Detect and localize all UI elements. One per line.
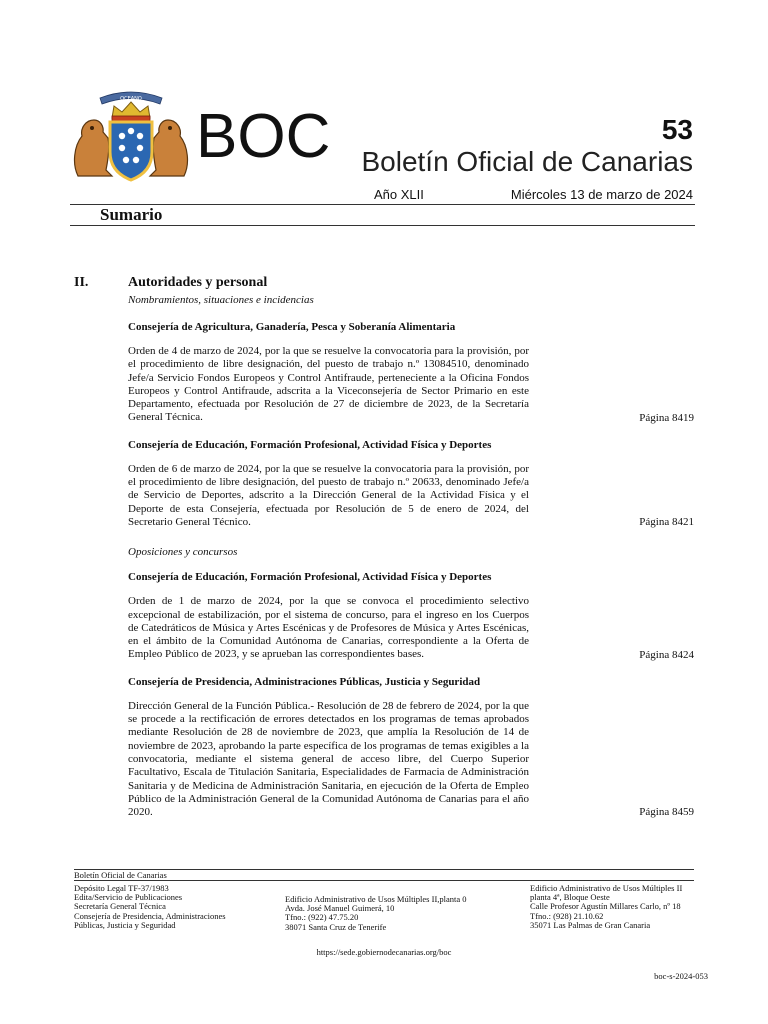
list-item[interactable] xyxy=(128,700,694,820)
footer-line: Avda. José Manuel Guimerá, 10 xyxy=(285,903,395,914)
header-divider-top xyxy=(70,204,695,205)
footer-divider-top xyxy=(74,869,694,870)
footer-line: Secretaría General Técnica xyxy=(74,901,166,912)
footer-line: 35071 Las Palmas de Gran Canaria xyxy=(530,919,651,930)
page-reference[interactable]: Página 8421 xyxy=(639,516,694,529)
footer-tenerife-address xyxy=(285,895,467,932)
coat-of-arms-icon xyxy=(70,84,192,184)
list-item[interactable] xyxy=(128,463,694,529)
issue-number: 53 xyxy=(661,114,693,145)
footer-line: Públicas, Justicia y Seguridad xyxy=(74,919,176,930)
date-label: Miércoles 13 de marzo de 2024 xyxy=(510,187,693,202)
entry-text: Orden de 4 de marzo de 2024, por la que se resuelve la convocatoria para la provisión, por el procedimiento de libre designación, del puesto de trabajo n.º 13084510, denominado Jefe/a Servicio Fondos Europeos y Control Antifraude, perteneciente a la Oficina Fondos Europeos y Control Antifraude, adscrita a la Viceconsejería de Sector Primario en este Departamento, efectuada por Resolución de 27 de diciembre de 2023, de la Secretaría General Técnica. xyxy=(128,345,529,424)
entry-text: Dirección General de la Función Pública.- Resolución de 28 de febrero de 2024, por la que se procede a la rectificación de errores detectados en los programas de temas aprobados mediante Resolución de 28 de noviembre de 2023, que amplía la Resolución de 14 de noviembre de 2023, aprobando la parte específica de los programas de temas exigibles a la convocatoria, mediante el sistema general de acceso libre, del Cuerpo Superior Facultativo, Escala de Titulación Sanitaria, Especialidades de Farmacia de Administración Sanitaria y de Medicina de Administración Sanitaria, en ejecución de la Oferta de Empleo Público de la Administración General de la Comunidad Autónoma de Canarias para el año 2020. xyxy=(128,699,529,819)
list-item[interactable] xyxy=(128,595,694,661)
page-reference[interactable]: Página 8419 xyxy=(639,411,694,424)
footer-line: 38071 Santa Cruz de Tenerife xyxy=(285,921,387,932)
summary-title: Sumario xyxy=(100,205,163,224)
page-reference[interactable]: Página 8459 xyxy=(639,806,694,819)
section-title: Autoridades y personal xyxy=(128,275,268,290)
footer-line: Tfno.: (928) 21.10.62 xyxy=(530,910,604,921)
document-code: boc-s-2024-053 xyxy=(654,971,708,981)
year-label: Año XLII xyxy=(374,187,424,202)
page-reference[interactable]: Página 8424 xyxy=(639,648,694,661)
boc-logo-text: BOC xyxy=(196,102,331,171)
footer-gran-canaria-address xyxy=(530,884,682,930)
list-item[interactable] xyxy=(128,345,694,425)
entry-text: Orden de 1 de marzo de 2024, por la que se convoca el procedimiento selectivo excepcional de estabilización, por el sistema de concurso, para el ingreso en los Cuerpos de Catedráticos de Música y Artes Escénicas y de Profesores de Música y Artes Escénicas, en el ámbito de la Comunidad Autónoma de Canarias, correspondiente a la Oferta de Empleo Público de 2023, y se aprueban las correspondientes bases. xyxy=(128,595,529,661)
section-number: II. xyxy=(74,275,89,290)
header-divider-bottom xyxy=(70,225,695,226)
footer-line: planta 4ª, Bloque Oeste xyxy=(530,892,610,903)
page-header xyxy=(70,80,695,230)
bulletin-title: Boletín Oficial de Canarias xyxy=(361,146,693,177)
department-heading: Consejería de Educación, Formación Profesional, Actividad Física y Deportes xyxy=(128,438,492,451)
footer-line: Edificio Administrativo de Usos Múltiples II,planta 0 xyxy=(285,894,467,904)
svg-text:OCEANO: OCEANO xyxy=(120,96,142,102)
site-url-link[interactable]: https://sede.gobiernodecanarias.org/boc xyxy=(316,947,452,957)
summary-content xyxy=(128,274,694,819)
footer-line: Depósito Legal TF-37/1983 xyxy=(74,883,169,893)
entry-text: Orden de 6 de marzo de 2024, por la que se resuelve la convocatoria para la provisión, por el procedimiento de libre designación, del puesto de trabajo n.º 20633, denominado Jefe/a de Servicio de Deportes, adscrito a la Dirección General de la Actividad Física y el Deporte de esta Consejería, efectuada por Resolución de 5 de enero de 2024, del Secretario General Técnico. xyxy=(128,462,529,528)
footer-line: Edita/Servicio de Publicaciones xyxy=(74,892,183,903)
footer-line: Tfno.: (922) 47.75.20 xyxy=(285,912,359,923)
department-heading: Consejería de Presidencia, Administraciones Públicas, Justicia y Seguridad xyxy=(128,675,481,688)
footer-line: Consejería de Presidencia, Administraciones xyxy=(74,910,226,921)
footer-divider-bottom xyxy=(74,880,694,881)
subsection-label: Oposiciones y concursos xyxy=(128,546,238,559)
footer-publisher-info xyxy=(74,884,226,930)
footer-title: Boletín Oficial de Canarias xyxy=(74,870,167,880)
department-heading: Consejería de Agricultura, Ganadería, Pesca y Soberanía Alimentaria xyxy=(128,321,456,333)
footer-line: Calle Profesor Agustín Millares Carlo, nº 18 xyxy=(530,901,681,912)
subsection-label: Nombramientos, situaciones e incidencias xyxy=(128,294,314,306)
department-heading: Consejería de Educación, Formación Profesional, Actividad Física y Deportes xyxy=(128,571,492,584)
footer-line: Edificio Administrativo de Usos Múltiples II xyxy=(530,883,683,893)
